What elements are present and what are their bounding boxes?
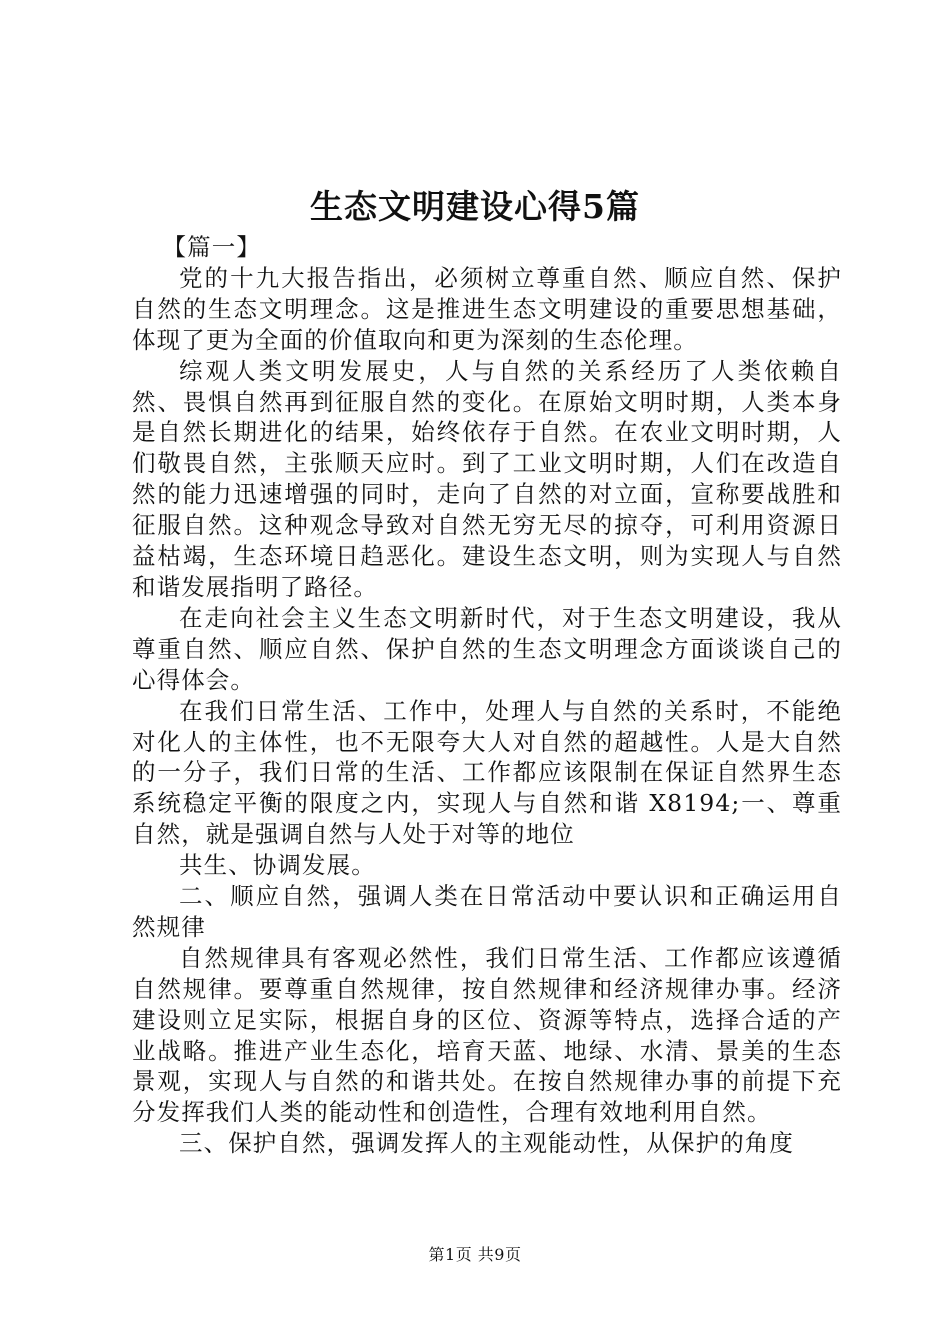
page-footer: 第1页 共9页 <box>428 1245 522 1264</box>
paragraph: 二、顺应自然，强调人类在日常活动中要认识和正确运用自然规律 <box>132 882 842 941</box>
paragraph: 三、保护自然，强调发挥人的主观能动性，从保护的角度 <box>179 1129 794 1158</box>
paragraph: 综观人类文明发展史，人与自然的关系经历了人类依赖自然、畏惧自然再到征服自然的变化。在原始文明时期，人类本身是自然长期进化的结果，始终依存于自然。在农业文明时期，人们敬畏自然，主张顺天应时。到了工业文明时期，人们在改造自然的能力迅速增强的同时，走向了自然的对立面，宣称要战胜和征服自然。这种观念导致对自然无穷无尽的掠夺，可利用资源日益枯竭，生态环境日趋恶化。建设生态文明，则为实现人与自然和谐发展指明了路径。 <box>132 356 842 601</box>
document-body <box>132 232 842 1159</box>
section-label: 【篇一】 <box>162 233 261 261</box>
paragraph: 共生、协调发展。 <box>179 851 376 880</box>
paragraph: 在我们日常生活、工作中，处理人与自然的关系时，不能绝对化人的主体性，也不无限夸大人对自然的超越性。人是大自然的一分子，我们日常的生活、工作都应该限制在保证自然界生态系统稳定平衡的限度之内，实现人与自然和谐 X8194;一、尊重自然，就是强调自然与人处于对等的地位 <box>132 696 842 849</box>
paragraph: 在走向社会主义生态文明新时代，对于生态文明建设，我从尊重自然、顺应自然、保护自然的生态文明理念方面谈谈自己的心得体会。 <box>132 603 842 694</box>
paragraph: 党的十九大报告指出，必须树立尊重自然、顺应自然、保护自然的生态文明理念。这是推进生态文明建设的重要思想基础，体现了更为全面的价值取向和更为深刻的生态伦理。 <box>132 263 842 354</box>
document-title: 生态文明建设心得5篇 <box>310 187 640 226</box>
paragraph: 自然规律具有客观必然性，我们日常生活、工作都应该遵循自然规律。要尊重自然规律，按自然规律和经济规律办事。经济建设则立足实际，根据自身的区位、资源等特点，选择合适的产业战略。推进产业生态化，培育天蓝、地绿、水清、景美的生态景观，实现人与自然的和谐共处。在按自然规律办事的前提下充分发挥我们人类的能动性和创造性，合理有效地利用自然。 <box>132 943 842 1127</box>
